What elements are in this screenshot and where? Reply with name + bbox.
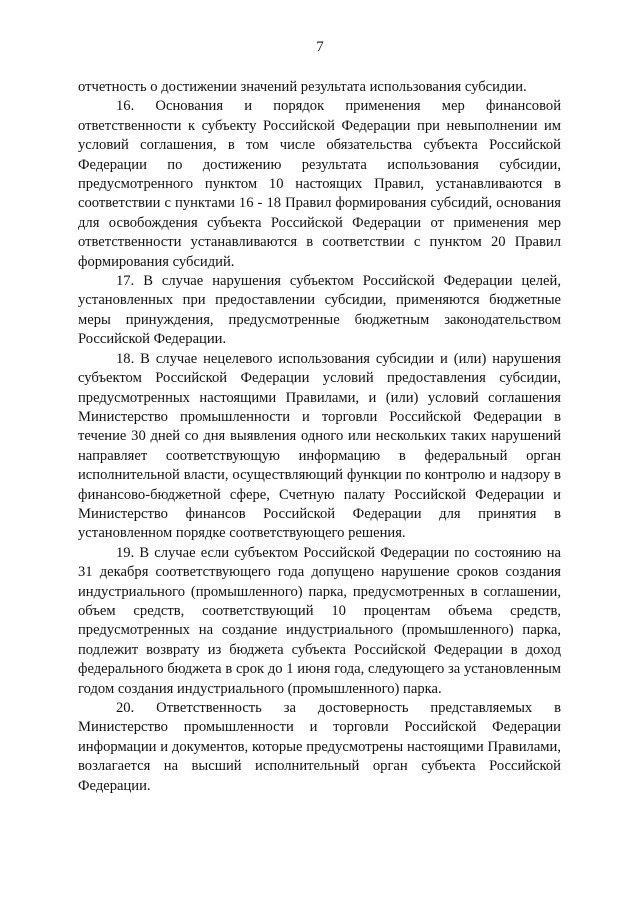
- paragraph-16: 16. Основания и порядок применения мер финансовой ответственности к субъекту Российской Федерации при невыполнении им условий соглашения, в том числе обязательства субъекта Российской Федерации по достижению результата использования субсидии, предусмотренного пунктом 10 настоящих Правил, устанавливаются в соответствии с пунктами 16 - 18 Правил формирования субсидий, основания для освобождения субъекта Российской Федерации от применения мер ответственности устанавливаются в соответствии с пунктом 20 Правил формирования субсидий.: [78, 98, 561, 270]
- paragraph-18: 18. В случае нецелевого использования субсидии и (или) нарушения субъектом Российской Федерации условий предоставления субсидии, предусмотренных настоящими Правилами, и (или) условий соглашения Министерство промышленности и торговли Российской Федерации в течение 30 дней со дня выявления одного или нескольких таких нарушений направляет соответствующую информацию в федеральный орган исполнительной власти, осуществляющий функции по контролю и надзору в финансово-бюджетной сфере, Счетную палату Российской Федерации и Министерство финансов Российской Федерации для принятия в установленном порядке соответствующего решения.: [78, 350, 561, 542]
- paragraph-17: 17. В случае нарушения субъектом Российской Федерации целей, установленных при предоставлении субсидии, применяются бюджетные меры принуждения, предусмотренные бюджетным законодательством Российской Федерации.: [78, 273, 561, 348]
- page-number: 7: [316, 39, 324, 55]
- document-body: [78, 78, 561, 796]
- paragraph-20: 20. Ответственность за достоверность представляемых в Министерство промышленности и торговли Российской Федерации информации и документов, которые предусмотрены настоящими Правилами, возлагается на высший исполнительный орган субъекта Российской Федерации.: [78, 700, 561, 794]
- paragraph-19: 19. В случае если субъектом Российской Федерации по состоянию на 31 декабря соответствующего года допущено нарушение сроков создания индустриального (промышленного) парка, предусмотренных в соглашении, объем средств, соответствующий 10 процентам объема средств, предусмотренных на создание индустриального (промышленного) парка, подлежит возврату из бюджета субъекта Российской Федерации в доход федерального бюджета в срок до 1 июня года, следующего за установленным годом создания индустриального (промышленного) парка.: [78, 544, 561, 697]
- paragraph-continuation: отчетность о достижении значений результата использования субсидии.: [78, 79, 527, 95]
